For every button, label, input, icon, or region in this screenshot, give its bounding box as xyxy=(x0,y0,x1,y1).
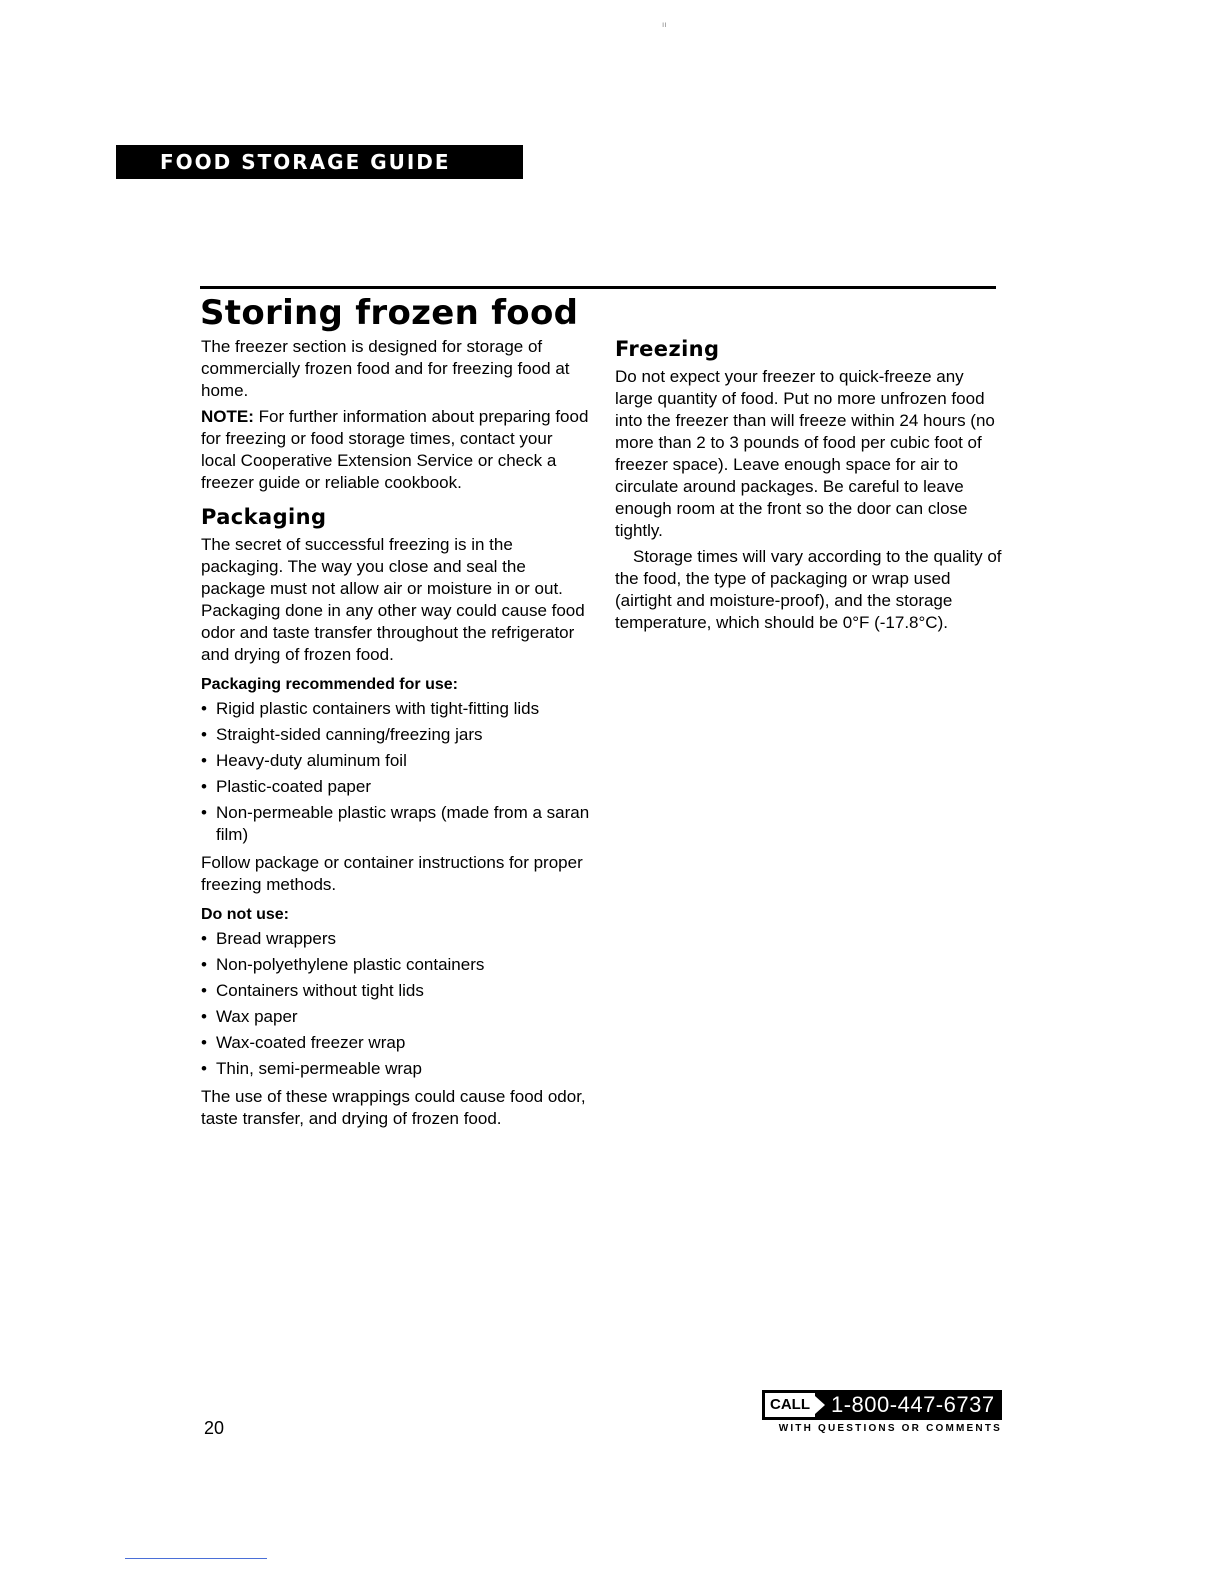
recommended-list xyxy=(201,698,591,846)
call-box xyxy=(762,1390,1002,1420)
list-item: • Thin, semi-permeable wrap xyxy=(201,1058,591,1080)
title-rule xyxy=(200,286,996,289)
call-caption: WITH QUESTIONS OR COMMENTS xyxy=(778,1423,1002,1434)
freezing-heading: Freezing xyxy=(615,337,720,361)
list-item: • Bread wrappers xyxy=(201,928,591,950)
list-item: • Non-polyethylene plastic containers xyxy=(201,954,591,976)
intro-paragraph: The freezer section is designed for storage of commercially frozen food and for freezing food at home. xyxy=(201,337,570,400)
call-label: CALL xyxy=(765,1393,815,1417)
page-number: 20 xyxy=(204,1418,225,1438)
note-label: NOTE: xyxy=(201,407,254,426)
list-item: • Rigid plastic containers with tight-fitting lids xyxy=(201,698,591,720)
packaging-heading: Packaging xyxy=(201,505,327,529)
follow-paragraph: Follow package or container instructions for proper freezing methods. xyxy=(201,853,583,894)
list-item: • Containers without tight lids xyxy=(201,980,591,1002)
list-item: • Wax paper xyxy=(201,1006,591,1028)
phone-number[interactable]: 1-800-447-6737 xyxy=(831,1392,995,1417)
list-item: • Wax-coated freezer wrap xyxy=(201,1032,591,1054)
left-column xyxy=(201,336,591,1134)
do-not-use-list xyxy=(201,928,591,1080)
page-title: Storing frozen food xyxy=(200,293,579,333)
right-column xyxy=(615,336,1005,638)
section-banner: FOOD STORAGE GUIDE xyxy=(116,145,523,179)
arrow-right-icon xyxy=(815,1396,825,1414)
list-item: • Non-permeable plastic wraps (made from a saran film) xyxy=(201,802,591,846)
recommended-label: Packaging recommended for use: xyxy=(201,676,458,693)
note-text: For further information about preparing food for freezing or food storage times, contact your local Cooperative Extension Service or check a freezer guide or reliable cookbook. xyxy=(201,407,589,492)
do-not-use-label: Do not use: xyxy=(201,906,289,923)
freezing-paragraph-2: Storage times will vary according to the quality of the food, the type of packaging or wrap used (airtight and moisture-proof), and the storage temperature, which should be 0°F (-17.8°C). xyxy=(615,547,1002,632)
scan-mark: ıı xyxy=(662,20,667,29)
bottom-divider xyxy=(125,1558,267,1559)
list-item: • Plastic-coated paper xyxy=(201,776,591,798)
list-item: • Heavy-duty aluminum foil xyxy=(201,750,591,772)
note-paragraph xyxy=(201,406,591,494)
packaging-paragraph: The secret of successful freezing is in the packaging. The way you close and seal the package must not allow air or moisture in or out. Packaging done in any other way could cause food odor and taste transfer throughout the refrigerator and drying of frozen food. xyxy=(201,535,585,664)
list-item: • Straight-sided canning/freezing jars xyxy=(201,724,591,746)
closing-paragraph: The use of these wrappings could cause food odor, taste transfer, and drying of frozen food. xyxy=(201,1087,586,1128)
freezing-paragraph-1: Do not expect your freezer to quick-freeze any large quantity of food. Put no more unfrozen food into the freezer than will freeze within 24 hours (no more than 2 to 3 pounds of food per cubic foot of freezer space). Leave enough space for air to circulate around packages. Be careful to leave enough room at the front so the door can close tightly. xyxy=(615,367,995,540)
